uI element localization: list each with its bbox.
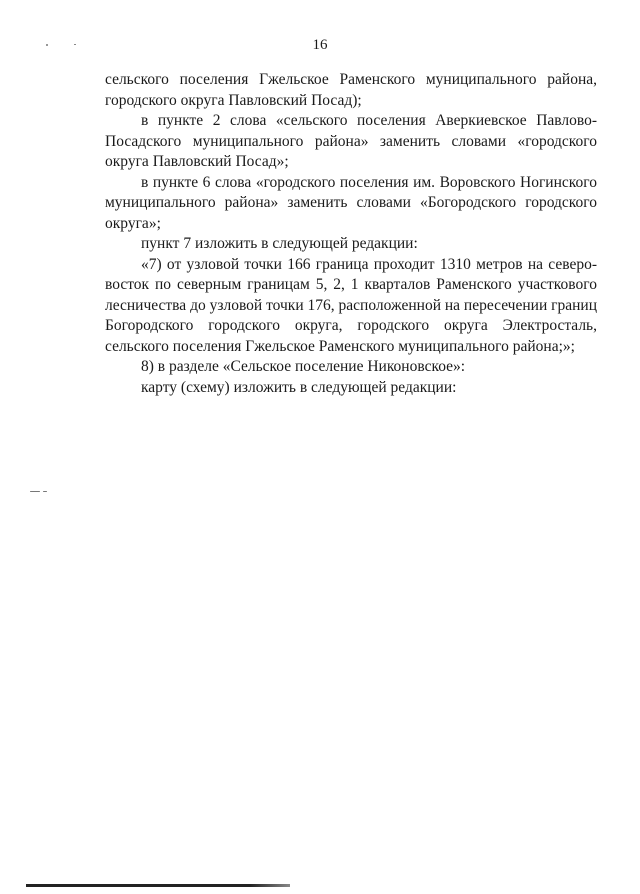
paragraph-continuation: сельского поселения Гжельское Раменского муниципального района, городского округа Павловский Посад);	[105, 71, 597, 109]
paragraph-item-7-text: «7) от узловой точки 166 граница проходит 1310 метров на северо-восток по северным границам 5, 2, 1 кварталов Раменского участкового лесничества до узловой точки 176, расположенной на пересечении границ Богородского городского округа, городского округа Электросталь, сельского поселения Гжельское Раменского муниципального района;»;	[105, 255, 597, 355]
paragraph-item-6: в пункте 6 слова «городского поселения им. Воровского Ногинского муниципального района» заменить словами «Богородского городского округа»;	[105, 173, 597, 232]
scan-speck	[74, 44, 76, 45]
scan-speck	[30, 491, 40, 492]
paragraph-item-7-intro: пункт 7 изложить в следующей редакции:	[141, 235, 418, 252]
document-body	[105, 70, 597, 398]
scan-edge-line	[26, 884, 290, 887]
paragraph-item-2: в пункте 2 слова «сельского поселения Аверкиевское Павлово-Посадского муниципального района» заменить словами «городского округа Павловский Посад»;	[105, 112, 597, 170]
page-number: 16	[312, 37, 328, 53]
paragraph-map-instruction: карту (схему) изложить в следующей редакции:	[141, 378, 457, 396]
scan-speck	[43, 491, 47, 492]
paragraph-section-8: 8) в разделе «Сельское поселение Никоновское»:	[141, 358, 466, 375]
scan-speck	[46, 44, 48, 46]
